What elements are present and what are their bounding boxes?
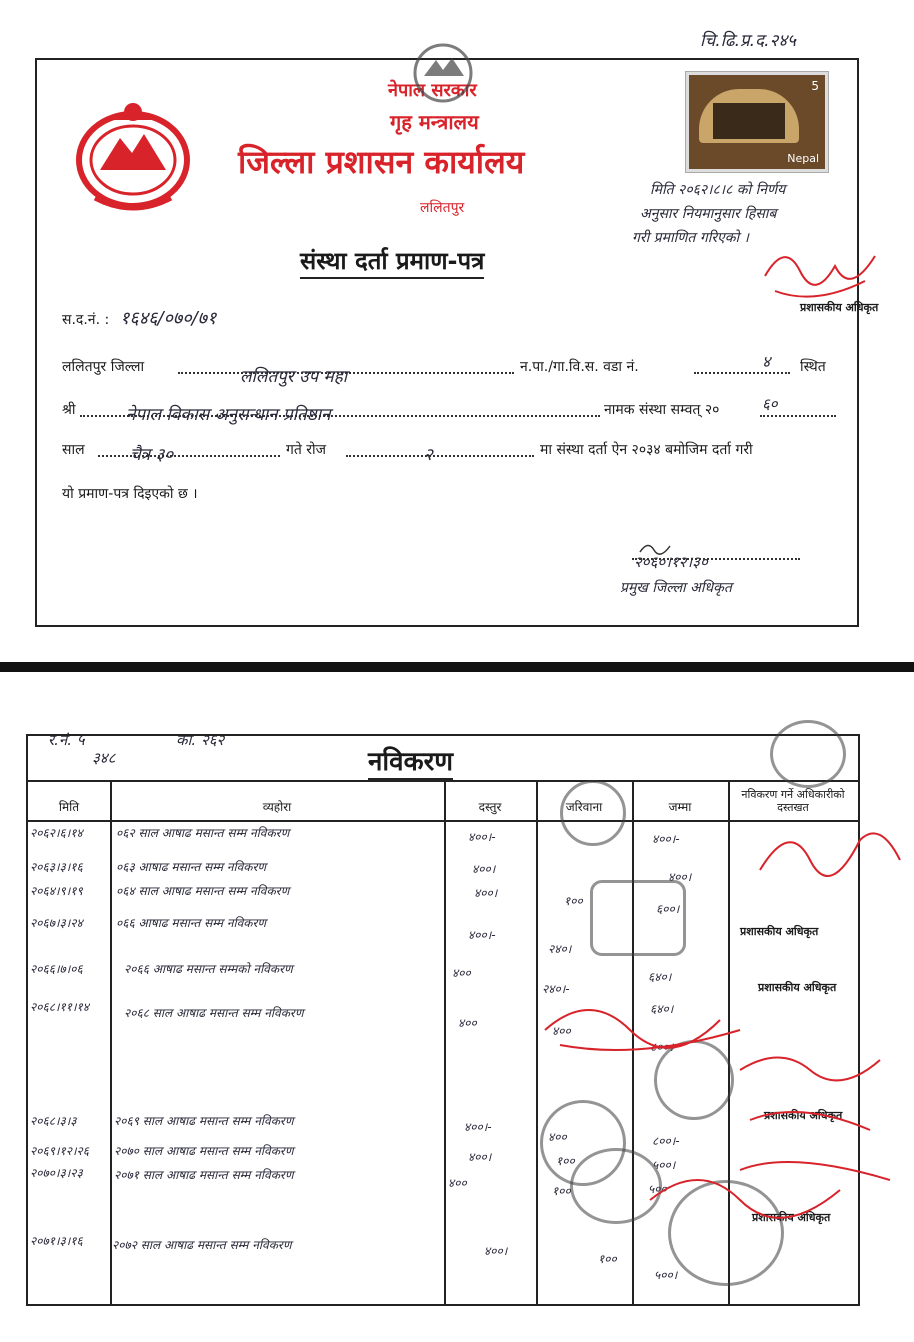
- row-7-date: २०६८।३।३: [30, 1114, 77, 1128]
- row-5-fine: २४०।-: [542, 982, 570, 996]
- registration-act-text: मा संस्था दर्ता ऐन २०३४ बमोजिम दर्ता गरी: [540, 442, 753, 458]
- organization-name: नेपाल विकास अनुसन्धान प्रतिष्ठान: [126, 405, 331, 425]
- row-4-fee: ४००।-: [468, 928, 496, 942]
- office-name: जिल्ला प्रशासन कार्यालय: [238, 143, 525, 181]
- col-divider-2: [444, 780, 446, 1304]
- officer-stamp-top: प्रशासकीय अधिकृत: [800, 301, 879, 314]
- day-label: गते रोज: [286, 442, 327, 458]
- row-3-fine: १००: [564, 894, 583, 908]
- row-5-date: २०६६।७।०६: [30, 962, 83, 976]
- row-7-fine: ४००: [548, 1130, 567, 1144]
- renewal-title: नविकरण: [368, 742, 453, 780]
- row-10-fee: ४००।: [484, 1244, 508, 1258]
- month-day-value: चैत्र ३०: [130, 445, 174, 465]
- header-top-line: [28, 780, 858, 782]
- row-4-total: ६४०।: [648, 970, 672, 984]
- row-9-fine: १००: [552, 1184, 571, 1198]
- row-7-desc: २०६९ साल आषाढ मसान्त सम्म नविकरण: [114, 1114, 294, 1128]
- top-reference-number: चि.ढि.प्र.द.२४५: [700, 31, 797, 51]
- row-10-date: २०७१।३।१६: [30, 1234, 83, 1248]
- col-divider-1: [110, 780, 112, 1304]
- annotation-line-2: अनुसार नियमानुसार हिसाब: [640, 206, 777, 222]
- round-seal-icon: [560, 780, 626, 846]
- row-3-date: २०६४।९।१९: [30, 884, 83, 898]
- row-1-fee: ४००।-: [468, 830, 496, 844]
- sign-dotline: [632, 558, 800, 560]
- officer-label-1: प्रशासकीय अधिकृत: [740, 925, 819, 938]
- officer-label-2: प्रशासकीय अधिकृत: [758, 981, 837, 994]
- red-signature-icon-5: [640, 1160, 860, 1230]
- shri-label: श्री: [62, 402, 76, 418]
- officer-label-4: प्रशासकीय अधिकृत: [752, 1211, 831, 1224]
- certificate-title: संस्था दर्ता प्रमाण-पत्र: [300, 244, 484, 279]
- year-dotline: [760, 415, 836, 417]
- row-6-fee: ४००: [458, 1016, 477, 1030]
- page-divider: [0, 662, 914, 672]
- government-name: नेपाल सरकार: [388, 80, 477, 101]
- located-label: स्थित: [800, 359, 826, 375]
- row-2-desc: ०६३ आषाढ मसान्त सम्म नविकरण: [116, 860, 267, 874]
- year-label: साल: [62, 442, 85, 458]
- row-8-date: २०६९।१२।२६: [30, 1144, 90, 1158]
- row-3-fee: ४००।: [474, 886, 498, 900]
- row-4-desc: ०६६ आषाढ मसान्त सम्म नविकरण: [116, 916, 267, 930]
- row-6-total: ८००।: [650, 1040, 674, 1054]
- col-header-officer-signature: नविकरण गर्ने अधिकारीको दस्तखत: [741, 788, 845, 814]
- officer-label-3: प्रशासकीय अधिकृत: [764, 1109, 843, 1122]
- sign-date: २०६०।१२।३०: [634, 553, 708, 571]
- office-seal-stamp: [590, 880, 686, 956]
- row-1-desc: ०६२ साल आषाढ मसान्त सम्म नविकरण: [116, 826, 290, 840]
- round-seal-icon-2: [770, 720, 846, 788]
- row-9-total: ५००: [648, 1182, 667, 1196]
- row-2-fee: ४००।: [472, 862, 496, 876]
- col-header-fee: दस्तुर: [478, 800, 502, 814]
- certificate-issued-text: यो प्रमाण-पत्र दिइएको छ ।: [62, 486, 198, 502]
- district-label: ललितपुर जिल्ला: [62, 359, 145, 375]
- weekday-dotline: [346, 455, 534, 457]
- named-label: नामक संस्था सम्वत् २०: [604, 402, 720, 418]
- nepal-emblem-icon: [70, 98, 196, 216]
- row-2-date: २०६३।३।१६: [30, 860, 83, 874]
- row-4-date: २०६७।३।२४: [30, 916, 83, 930]
- row-5-desc: २०६६ आषाढ मसान्त सम्मको नविकरण: [124, 962, 293, 976]
- row-5-fee: ४००: [452, 966, 471, 980]
- ward-value: ४: [762, 352, 771, 371]
- col-header-date: मिति: [58, 800, 80, 814]
- row-3-total: ६००।: [656, 902, 680, 916]
- row-1-date: २०६२।६।१४: [30, 826, 83, 840]
- col-divider-3: [536, 780, 538, 1304]
- red-signature-icon-3: [540, 990, 760, 1060]
- row-8-total: ५००।: [652, 1158, 676, 1172]
- renewal-ref-left-2: ३४८: [92, 749, 116, 767]
- ministry-name: गृह मन्त्रालय: [390, 110, 479, 134]
- ward-dotline: [694, 372, 790, 374]
- postage-stamp: [686, 72, 828, 172]
- red-signature-icon-2: [750, 810, 910, 890]
- row-9-desc: २०७१ साल आषाढ मसान्त सम्म नविकरण: [114, 1168, 294, 1182]
- renewal-ref-right: का. २६२: [176, 731, 225, 749]
- office-seal-icon: [412, 42, 474, 104]
- stamp-value: 5: [811, 79, 819, 93]
- stamp-country: Nepal: [787, 152, 819, 165]
- col-header-total: जम्मा: [668, 800, 692, 814]
- row-2-total: ४००।: [668, 870, 692, 884]
- district-name: ललितपुर: [420, 200, 465, 216]
- row-7-fee: ४००।-: [464, 1120, 492, 1134]
- row-10-fine: १००: [598, 1252, 617, 1266]
- ward-label: न.पा./गा.वि.स. वडा नं.: [520, 359, 639, 375]
- row-6-desc: २०६८ साल आषाढ मसान्त सम्म नविकरण: [124, 1006, 304, 1020]
- header-bottom-line: [28, 820, 858, 822]
- row-9-fee: ४००: [448, 1176, 467, 1190]
- year-value: ६०: [762, 395, 778, 413]
- municipality-value: ललितपुर उप महा: [240, 367, 348, 387]
- row-8-desc: २०७० साल आषाढ मसान्त सम्म नविकरण: [114, 1144, 294, 1158]
- row-3-desc: ०६४ साल आषाढ मसान्त सम्म नविकरण: [116, 884, 290, 898]
- row-7-total: ८००।-: [652, 1134, 680, 1148]
- row-10-total: ५००।: [654, 1268, 678, 1282]
- row-10-desc: २०७२ साल आषाढ मसान्त सम्म नविकरण: [112, 1238, 292, 1252]
- reg-no-label: स.द.नं. :: [62, 312, 110, 328]
- weekday-value: २: [424, 445, 433, 465]
- row-8-fee: ४००।: [468, 1150, 492, 1164]
- annotation-line-3: गरी प्रमाणित गरिएको ।: [632, 230, 749, 246]
- col-header-description: व्यहोरा: [262, 800, 292, 814]
- row-4-fine: २४०।: [548, 942, 572, 956]
- row-6-fine: ४००: [552, 1024, 571, 1038]
- renewal-ref-left: र.नं. ५: [48, 731, 85, 749]
- row-9-date: २०७०।३।२३: [30, 1166, 83, 1180]
- row-8-fine: १००: [556, 1154, 575, 1168]
- reg-no-value: १६४६/०७०/७१: [120, 308, 217, 329]
- row-1-total: ४००।-: [652, 832, 680, 846]
- col-header-fine: जरिवाना: [565, 800, 603, 814]
- row-6-date: २०६८।११।१४: [30, 1000, 90, 1014]
- annotation-line-1: मिति २०६२।८।८ को निर्णय: [650, 182, 786, 198]
- row-5-total: ६४०।: [650, 1002, 674, 1016]
- month-dotline: [98, 455, 280, 457]
- sign-title: प्रमुख जिल्ला अधिकृत: [620, 580, 732, 596]
